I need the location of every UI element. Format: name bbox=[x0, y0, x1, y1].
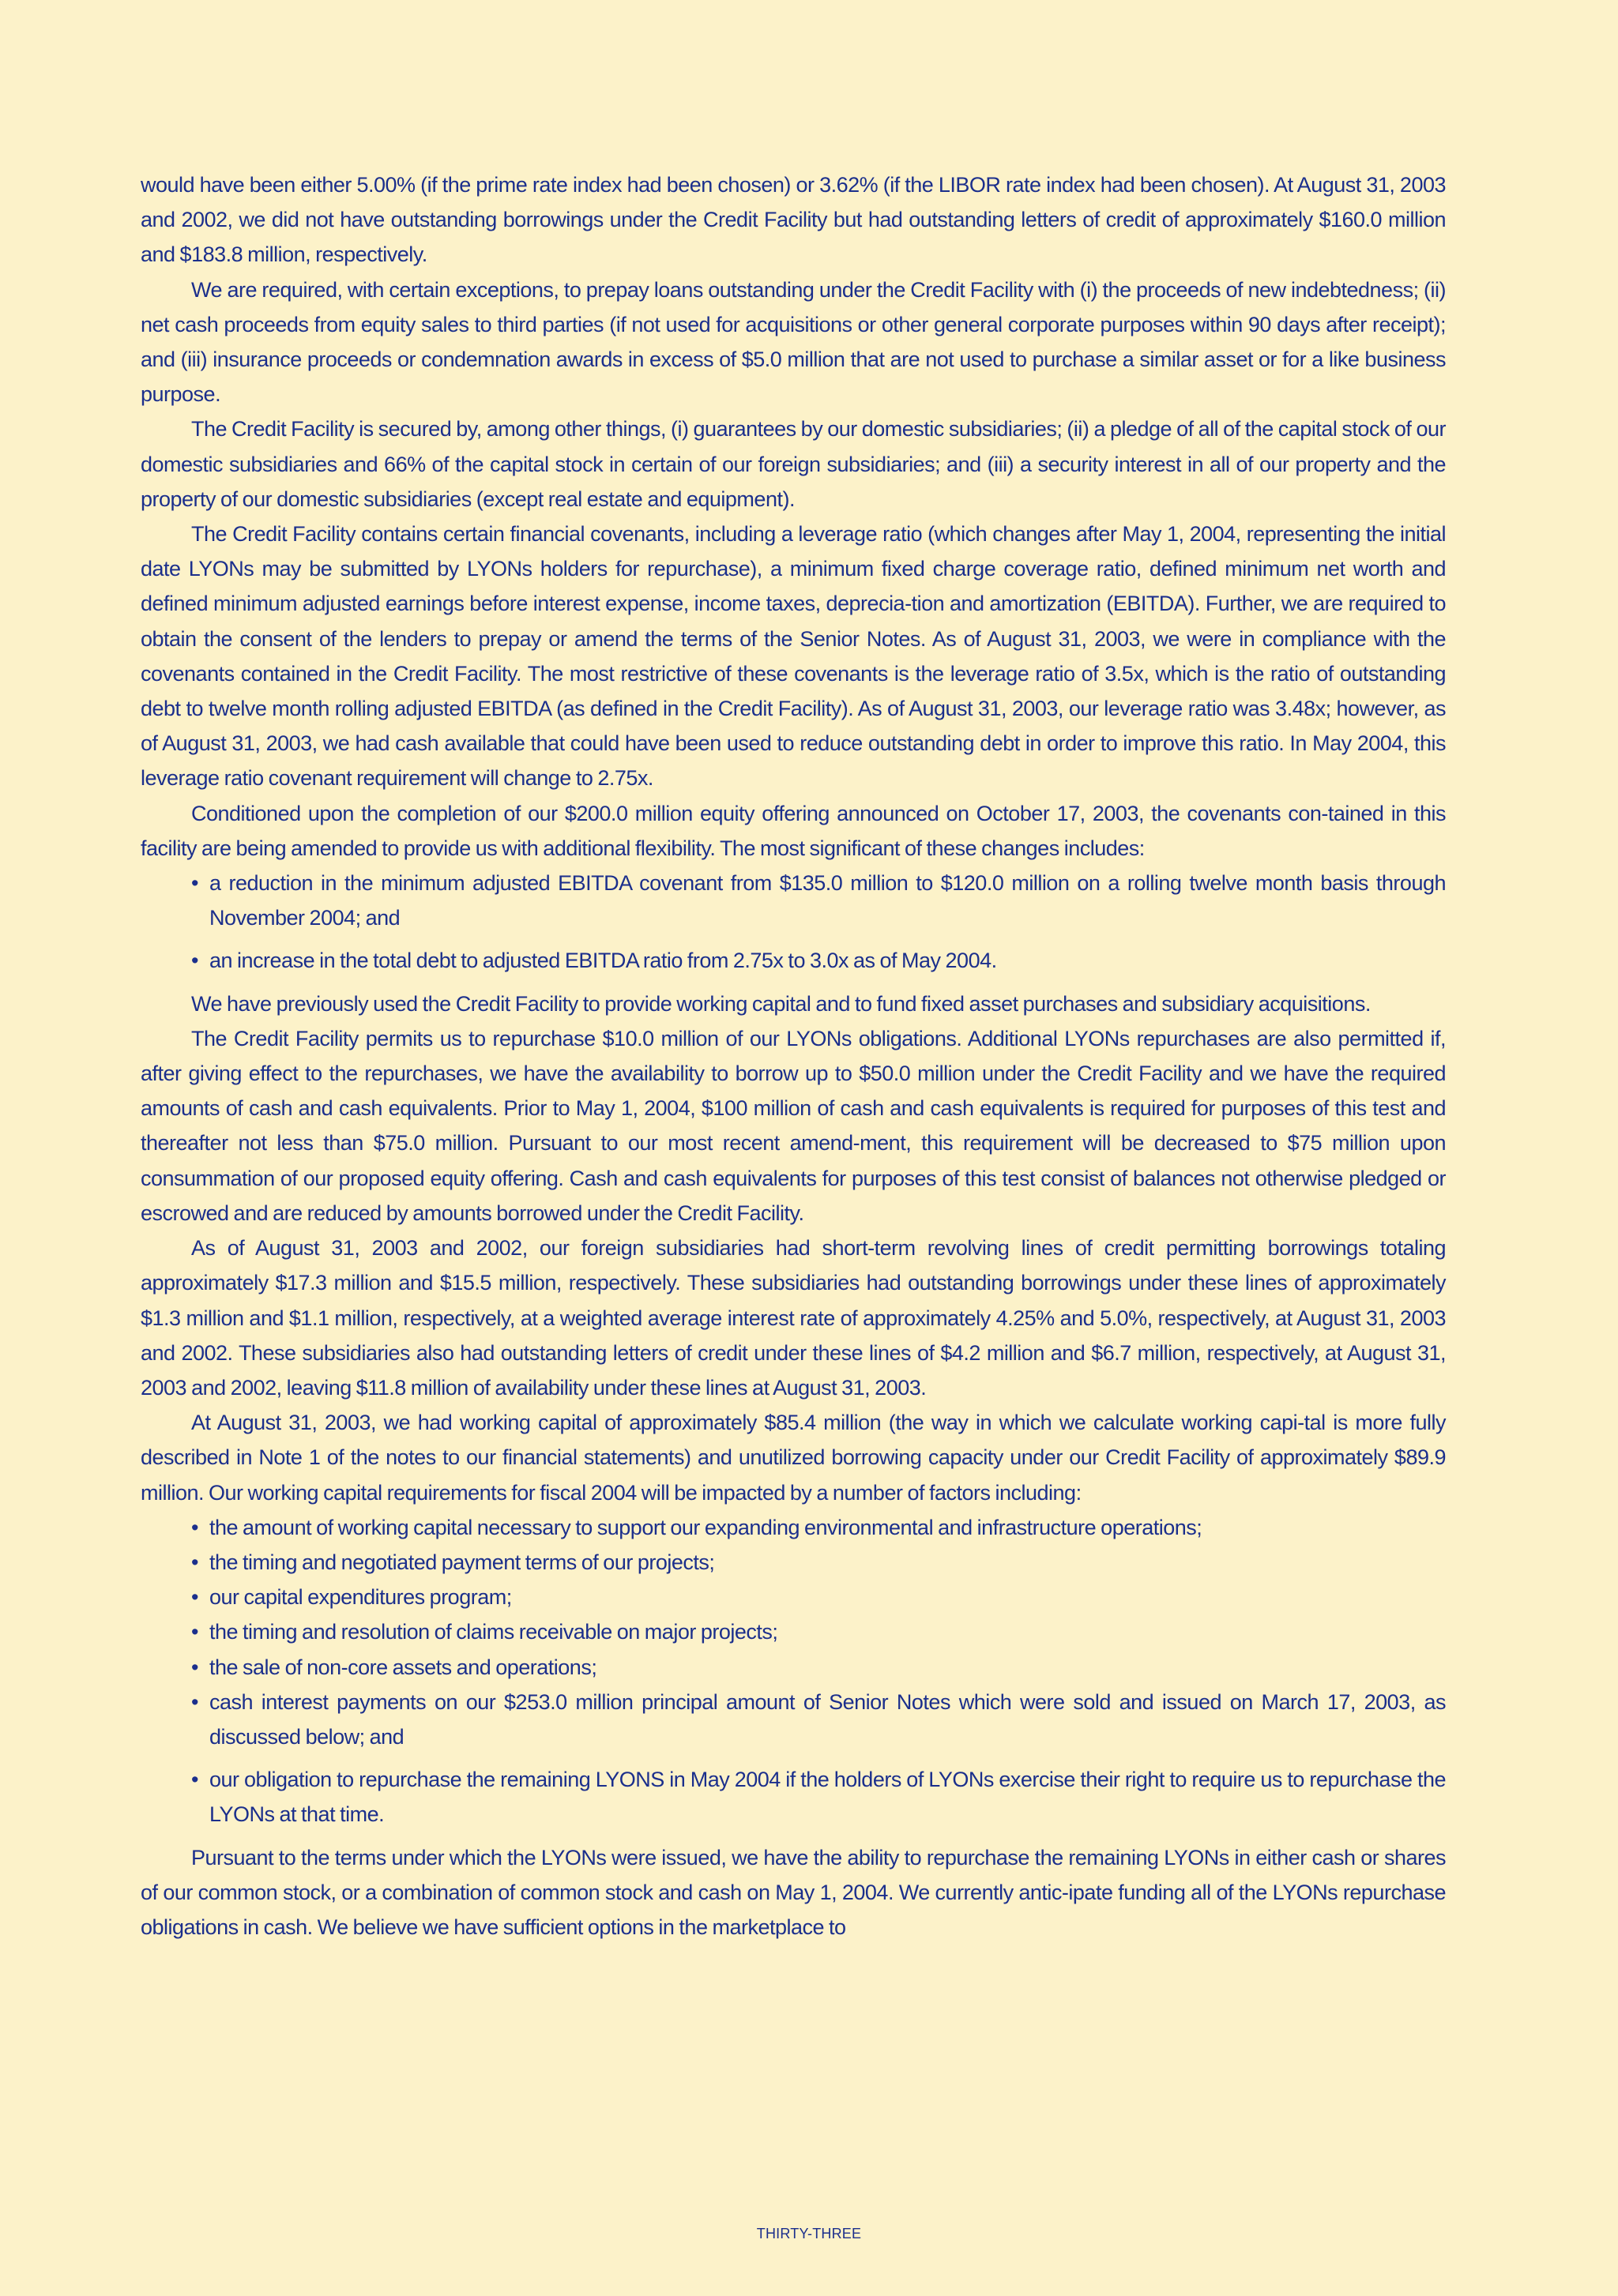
paragraph-security: The Credit Facility is secured by, among other things, (i) guarantees by our domestic subsidiaries; (ii) a pledge of all of the capital stock of our domestic subsidiaries and 66% of the capital stock in certain of our foreign subsidiaries; and (iii) a security interest in all of our property and the property of our domestic subsidiaries (except real estate and equipment). bbox=[141, 417, 1446, 511]
list-item bbox=[141, 866, 1446, 935]
list-item bbox=[141, 943, 1446, 978]
list-item-text: the timing and resolution of claims receivable on major projects; bbox=[209, 1620, 778, 1644]
bullet-icon: • bbox=[191, 871, 198, 896]
list-item-text: the amount of working capital necessary to support our expanding environmental and infrastructure operations; bbox=[209, 1515, 1202, 1539]
bullet-icon: • bbox=[191, 1768, 198, 1792]
bullet-icon: • bbox=[191, 1655, 198, 1679]
list-item bbox=[141, 1545, 1446, 1580]
paragraph-foreign-credit: As of August 31, 2003 and 2002, our foreign subsidiaries had short-term revolving lines of credit permitting borrowings totaling approximately $17.3 million and $15.5 million, respectively. These subsidiaries had outstanding borrowings under these lines of approximately $1.3 million and $1.1 million, respectively, at a weighted average interest rate of approximately 4.25% and 5.0%, respectively, at August 31, 2003 and 2002. These subsidiaries also had outstanding letters of credit under these lines of $4.2 million and $6.7 million, respectively, at August 31, 2003 and 2002, leaving $11.8 million of availability under these lines at August 31, 2003. bbox=[141, 1236, 1446, 1400]
document-body bbox=[141, 167, 1446, 1945]
list-item bbox=[141, 1650, 1446, 1685]
list-item-text: a reduction in the minimum adjusted EBITDA covenant from $135.0 million to $120.0 million on a rolling twelve month basis through November 2004; and bbox=[209, 871, 1446, 930]
list-item-text: cash interest payments on our $253.0 million principal amount of Senior Notes which were sold and issued on March 17, 2003, as discussed below; and bbox=[209, 1689, 1446, 1749]
paragraph-previous-use: We have previously used the Credit Facility to provide working capital and to fund fixed asset purchases and subsidiary acquisitions. bbox=[191, 991, 1371, 1016]
page-number: THIRTY-THREE bbox=[756, 2226, 862, 2242]
list-item-text: our obligation to repurchase the remaining LYONS in May 2004 if the holders of LYONs exercise their right to require us to repurchase the LYONs at that time. bbox=[209, 1768, 1446, 1827]
working-capital-factors-list bbox=[141, 1510, 1446, 1832]
paragraph-lyons-repurchase: The Credit Facility permits us to repurchase $10.0 million of our LYONs obligations. Additional LYONs repurchases are also permitted if, after giving effect to the repurchases, we have the availability to borrow up to $50.0 million under the Credit Facility and we have the required amounts of cash and cash equivalents. Prior to May 1, 2004, $100 million of cash and cash equivalents is required for purposes of this test and thereafter not less than $75.0 million. Pursuant to our most recent amend-ment, this requirement will be decreased to $75 million upon consummation of our proposed equity offering. Cash and cash equivalents for purposes of this test consist of balances not otherwise pledged or escrowed and are reduced by amounts borrowed under the Credit Facility. bbox=[141, 1026, 1446, 1225]
list-item bbox=[141, 1510, 1446, 1545]
list-item bbox=[141, 1685, 1446, 1754]
bullet-icon: • bbox=[191, 1689, 198, 1714]
list-item bbox=[141, 1580, 1446, 1614]
paragraph-prepayment: We are required, with certain exceptions, to prepay loans outstanding under the Credit Facility with (i) the proceeds of new indebtedness; (ii) net cash proceeds from equity sales to third parties (if not used for acquisitions or other general corporate purposes within 90 days after receipt); and (iii) insurance proceeds or condemnation awards in excess of $5.0 million that are not used to purchase a similar asset or for a like business purpose. bbox=[141, 277, 1446, 407]
covenant-changes-list bbox=[141, 866, 1446, 979]
bullet-icon: • bbox=[191, 1620, 198, 1644]
paragraph-lyons-funding: Pursuant to the terms under which the LYONs were issued, we have the ability to repurchase the remaining LYONs in either cash or shares of our common stock, or a combination of common stock and cash on May 1, 2004. We currently antic-ipate funding all of the LYONs repurchase obligations in cash. We believe we have sufficient options in the marketplace to bbox=[141, 1845, 1446, 1939]
bullet-icon: • bbox=[191, 1550, 198, 1574]
bullet-icon: • bbox=[191, 1515, 198, 1539]
list-item-text: the sale of non-core assets and operations; bbox=[209, 1655, 597, 1679]
bullet-icon: • bbox=[191, 1585, 198, 1610]
paragraph-amendment: Conditioned upon the completion of our $200.0 million equity offering announced on October 17, 2003, the covenants con-tained in this facility are being amended to provide us with additional flexibility. The most significant of these changes includes: bbox=[141, 801, 1446, 860]
paragraph-covenants: The Credit Facility contains certain financial covenants, including a leverage ratio (which changes after May 1, 2004, representing the initial date LYONs may be submitted by LYONs holders for repurchase), a minimum fixed charge coverage ratio, defined minimum net worth and defined minimum adjusted earnings before interest expense, income taxes, deprecia-tion and amortization (EBITDA). Further, we are required to obtain the consent of the lenders to prepay or amend the terms of the Senior Notes. As of August 31, 2003, we were in compliance with the covenants contained in the Credit Facility. The most restrictive of these covenants is the leverage ratio of 3.5x, which is the ratio of outstanding debt to twelve month rolling adjusted EBITDA (as defined in the Credit Facility). As of August 31, 2003, our leverage ratio was 3.48x; however, as of August 31, 2003, we had cash available that could have been used to reduce outstanding debt in order to improve this ratio. In May 2004, this leverage ratio covenant requirement will change to 2.75x. bbox=[141, 522, 1446, 791]
paragraph-working-capital: At August 31, 2003, we had working capital of approximately $85.4 million (the way in which we calculate working capi-tal is more fully described in Note 1 of the notes to our financial statements) and unutilized borrowing capacity under our Credit Facility of approximately $89.9 million. Our working capital requirements for fiscal 2004 will be impacted by a number of factors including: bbox=[141, 1411, 1446, 1505]
list-item-text: an increase in the total debt to adjusted EBITDA ratio from 2.75x to 3.0x as of May 2004. bbox=[209, 949, 997, 973]
list-item bbox=[141, 1762, 1446, 1832]
list-item-text: our capital expenditures program; bbox=[209, 1585, 512, 1610]
list-item bbox=[141, 1614, 1446, 1649]
list-item-text: the timing and negotiated payment terms of our projects; bbox=[209, 1550, 715, 1574]
bullet-icon: • bbox=[191, 949, 198, 973]
paragraph-interest-rate: would have been either 5.00% (if the prime rate index had been chosen) or 3.62% (if the LIBOR rate index had been chosen). At August 31, 2003 and 2002, we did not have outstanding borrowings under the Credit Facility but had outstanding letters of credit of approximately $160.0 million and $183.8 million, respectively. bbox=[141, 173, 1446, 267]
